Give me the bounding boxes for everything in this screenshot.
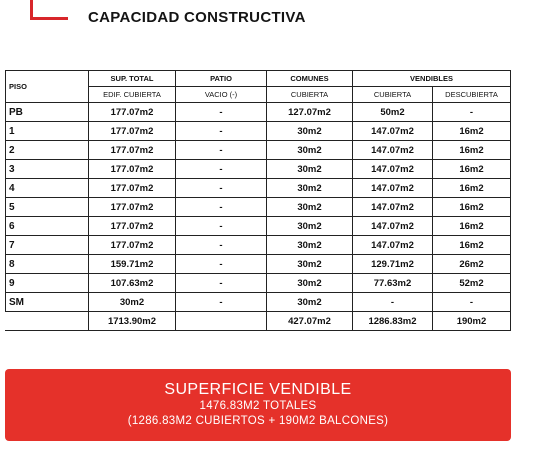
cell-sup-total: 177.07m2 [89, 160, 176, 179]
cell-sup-total: 177.07m2 [89, 198, 176, 217]
summary-total: 1476.83M2 TOTALES [199, 400, 317, 412]
header-vendibles: VENDIBLES [353, 71, 511, 87]
table-row [6, 236, 511, 255]
cell-patio-total [176, 312, 267, 331]
header-vacio: VACIO (-) [176, 87, 267, 103]
cell-piso: 9 [6, 274, 89, 293]
cell-cubierta: 147.07m2 [353, 217, 433, 236]
cell-sup-total: 177.07m2 [89, 236, 176, 255]
cell-comunes: 30m2 [267, 274, 353, 293]
header-row-main [6, 71, 511, 87]
cell-cubierta: 77.63m2 [353, 274, 433, 293]
table-row [6, 160, 511, 179]
cell-comunes-total: 427.07m2 [267, 312, 353, 331]
cell-descubierta: - [433, 293, 511, 312]
cell-sup-total: 177.07m2 [89, 217, 176, 236]
header-patio: PATIO [176, 71, 267, 87]
cell-comunes: 30m2 [267, 141, 353, 160]
cell-patio: - [176, 141, 267, 160]
cell-patio: - [176, 103, 267, 122]
cell-cubierta-total: 1286.83m2 [353, 312, 433, 331]
cell-patio: - [176, 293, 267, 312]
cell-sup-total: 30m2 [89, 293, 176, 312]
table-header [6, 71, 511, 103]
cell-piso: 2 [6, 141, 89, 160]
cell-sup-total: 177.07m2 [89, 122, 176, 141]
cell-piso: 4 [6, 179, 89, 198]
cell-cubierta: 147.07m2 [353, 179, 433, 198]
table-row [6, 141, 511, 160]
cell-cubierta: 147.07m2 [353, 122, 433, 141]
cell-descubierta-total: 190m2 [433, 312, 511, 331]
cell-piso: 6 [6, 217, 89, 236]
cell-comunes: 30m2 [267, 293, 353, 312]
header-edif-cubierta: EDIF. CUBIERTA [89, 87, 176, 103]
cell-cubierta: 147.07m2 [353, 141, 433, 160]
table-row [6, 179, 511, 198]
cell-cubierta: 50m2 [353, 103, 433, 122]
cell-comunes: 30m2 [267, 198, 353, 217]
cell-sup-total-total: 1713.90m2 [89, 312, 176, 331]
cell-descubierta: 16m2 [433, 141, 511, 160]
cell-patio: - [176, 198, 267, 217]
cell-descubierta: 16m2 [433, 198, 511, 217]
cell-sup-total: 107.63m2 [89, 274, 176, 293]
cell-descubierta: 16m2 [433, 217, 511, 236]
cell-patio: - [176, 274, 267, 293]
table-row [6, 217, 511, 236]
totals-row [6, 312, 511, 331]
cell-patio: - [176, 236, 267, 255]
capacity-table [5, 70, 511, 331]
corner-bracket-decoration [30, 0, 68, 20]
cell-patio: - [176, 255, 267, 274]
cell-descubierta: 16m2 [433, 160, 511, 179]
cell-piso: 5 [6, 198, 89, 217]
table-row [6, 293, 511, 312]
cell-patio: - [176, 122, 267, 141]
cell-descubierta: - [433, 103, 511, 122]
header-comunes: COMUNES [267, 71, 353, 87]
cell-patio: - [176, 217, 267, 236]
cell-comunes: 127.07m2 [267, 103, 353, 122]
table-row [6, 103, 511, 122]
header-piso: PISO [6, 71, 89, 103]
cell-comunes: 30m2 [267, 122, 353, 141]
cell-descubierta: 16m2 [433, 236, 511, 255]
cell-cubierta: 147.07m2 [353, 160, 433, 179]
cell-piso-total [6, 312, 89, 331]
cell-comunes: 30m2 [267, 160, 353, 179]
header-comunes-cubierta: CUBIERTA [267, 87, 353, 103]
cell-cubierta: 129.71m2 [353, 255, 433, 274]
cell-descubierta: 26m2 [433, 255, 511, 274]
cell-sup-total: 159.71m2 [89, 255, 176, 274]
cell-sup-total: 177.07m2 [89, 179, 176, 198]
table-row [6, 198, 511, 217]
cell-piso: SM [6, 293, 89, 312]
header-sup-total: SUP. TOTAL [89, 71, 176, 87]
table-row [6, 274, 511, 293]
cell-patio: - [176, 179, 267, 198]
cell-comunes: 30m2 [267, 255, 353, 274]
cell-piso: PB [6, 103, 89, 122]
cell-piso: 3 [6, 160, 89, 179]
cell-piso: 7 [6, 236, 89, 255]
cell-comunes: 30m2 [267, 236, 353, 255]
cell-descubierta: 16m2 [433, 122, 511, 141]
page-title: CAPACIDAD CONSTRUCTIVA [88, 9, 306, 26]
cell-comunes: 30m2 [267, 217, 353, 236]
header-vendibles-cubierta: CUBIERTA [353, 87, 433, 103]
cell-cubierta: - [353, 293, 433, 312]
summary-title: SUPERFICIE VENDIBLE [164, 381, 352, 398]
cell-descubierta: 16m2 [433, 179, 511, 198]
table-row [6, 122, 511, 141]
summary-detail: (1286.83M2 CUBIERTOS + 190M2 BALCONES) [127, 415, 389, 427]
summary-banner [5, 369, 511, 441]
table-body [6, 103, 511, 331]
cell-descubierta: 52m2 [433, 274, 511, 293]
table-row [6, 255, 511, 274]
cell-cubierta: 147.07m2 [353, 236, 433, 255]
cell-patio: - [176, 160, 267, 179]
cell-cubierta: 147.07m2 [353, 198, 433, 217]
cell-sup-total: 177.07m2 [89, 141, 176, 160]
cell-piso: 1 [6, 122, 89, 141]
cell-comunes: 30m2 [267, 179, 353, 198]
cell-piso: 8 [6, 255, 89, 274]
cell-sup-total: 177.07m2 [89, 103, 176, 122]
header-vendibles-descubierta: DESCUBIERTA [433, 87, 511, 103]
